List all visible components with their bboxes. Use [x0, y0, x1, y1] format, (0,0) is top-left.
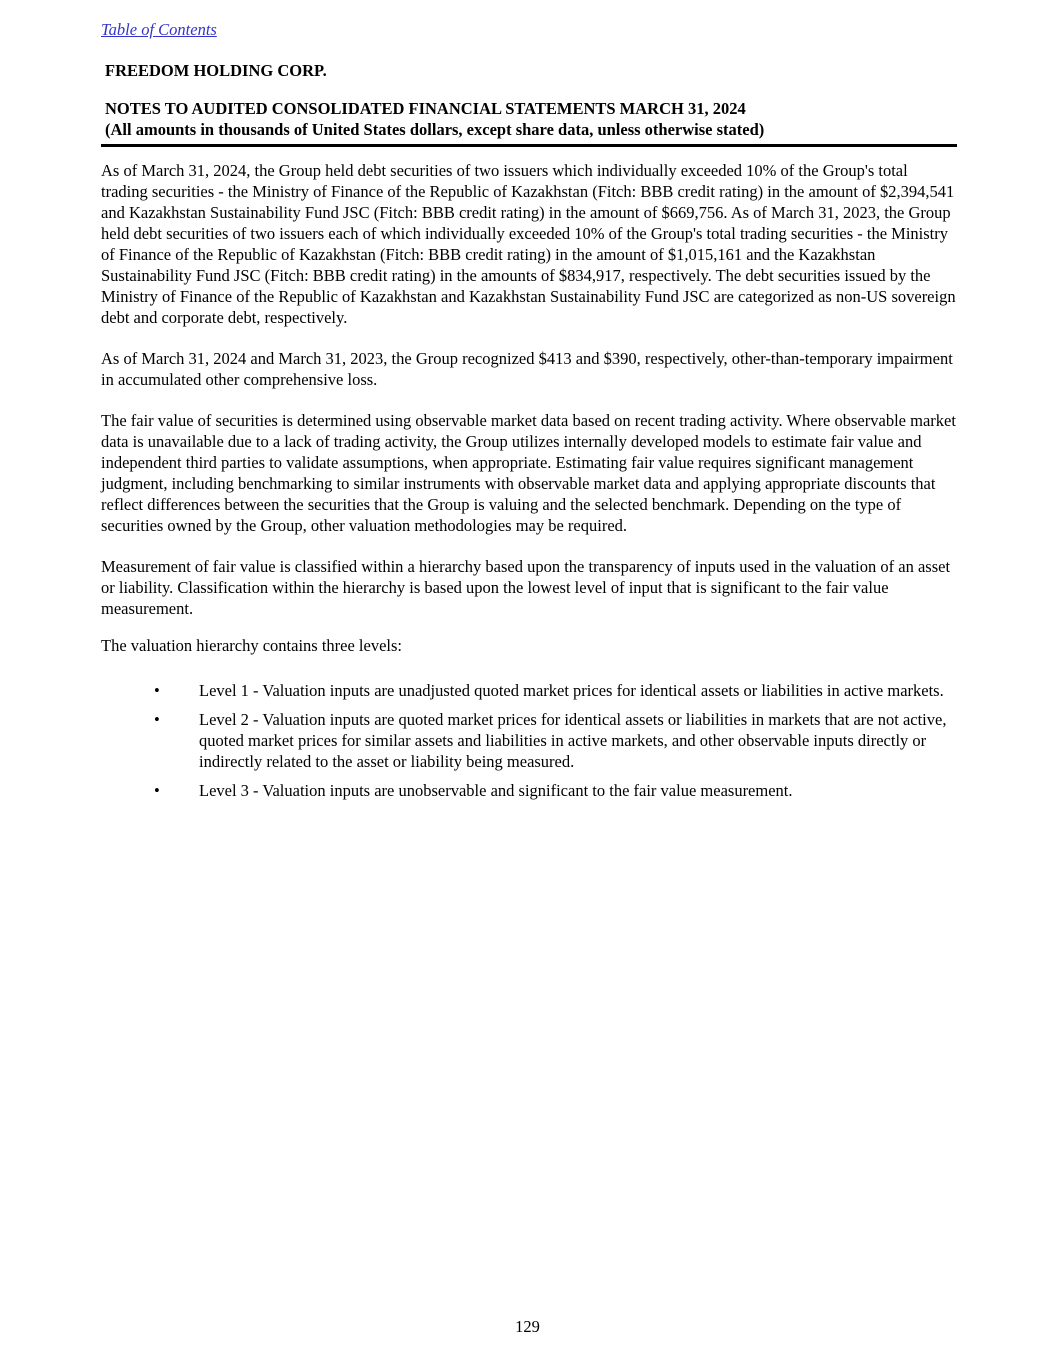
- table-of-contents-link[interactable]: Table of Contents: [101, 20, 217, 39]
- paragraph-levels-intro: The valuation hierarchy contains three levels:: [101, 636, 403, 655]
- page-number: 129: [515, 1317, 540, 1336]
- company-name: FREEDOM HOLDING CORP.: [105, 61, 327, 80]
- list-item-level-3: [101, 780, 957, 801]
- paragraph-fair-value-determination: The fair value of securities is determined using observable market data based on recent trading activity. Where observable market data is unavailable due to a lack of trading activity, the Group utilizes internally developed models to estimate fair value and independent third parties to validate assumptions, when appropriate. Estimating fair value requires significant management judgment, including benchmarking to similar instruments with observable market data and applying appropriate discounts that reflect differences between the securities that the Group is valuing and the selected benchmark. Depending on the type of securities owned by the Group, other valuation methodologies may be required.: [101, 411, 956, 535]
- list-item-text: Level 1 - Valuation inputs are unadjusted quoted market prices for identical assets or liabilities in active markets.: [199, 681, 944, 700]
- list-item-level-2: [101, 709, 957, 772]
- document-subtitle: (All amounts in thousands of United States dollars, except share data, unless otherwise stated): [105, 120, 765, 139]
- valuation-levels-list: [101, 680, 957, 801]
- document-title-block: [101, 98, 957, 147]
- paragraph-impairment: As of March 31, 2024 and March 31, 2023, the Group recognized $413 and $390, respectively, other-than-temporary impairment in accumulated other comprehensive loss.: [101, 349, 953, 389]
- paragraph-hierarchy-measurement: Measurement of fair value is classified within a hierarchy based upon the transparency of inputs used in the valuation of an asset or liability. Classification within the hierarchy is based upon the lowest level of input that is significant to the fair value measurement.: [101, 557, 951, 618]
- list-item-text: Level 2 - Valuation inputs are quoted market prices for identical assets or liabilities in markets that are not active, quoted market prices for similar assets and liabilities in active markets, and other observable inputs directly or indirectly related to the asset or liability being measured.: [199, 710, 947, 771]
- list-item-level-1: [101, 680, 957, 701]
- bullet-icon: •: [154, 681, 160, 700]
- paragraph-debt-securities: As of March 31, 2024, the Group held debt securities of two issuers which individually exceeded 10% of the Group's total trading securities - the Ministry of Finance of the Republic of Kazakhstan (Fitch: BBB credit rating) in the amount of $2,394,541 and Kazakhstan Sustainability Fund JSC (Fitch: BBB credit rating) in the amount of $669,756. As of March 31, 2023, the Group held debt securities of two issuers each of which individually exceeded 10% of the Group's total trading securities - the Ministry of Finance of the Republic of Kazakhstan (Fitch: BBB credit rating) in the amount of $1,015,161 and the Kazakhstan Sustainability Fund JSC (Fitch: BBB credit rating) in the amounts of $834,917, respectively. The debt securities issued by the Ministry of Finance of the Republic of Kazakhstan and Kazakhstan Sustainability Fund JSC are categorized as non-US sovereign debt and corporate debt, respectively.: [101, 161, 956, 327]
- document-content: [101, 0, 957, 809]
- list-item-text: Level 3 - Valuation inputs are unobservable and significant to the fair value measurement.: [199, 781, 793, 800]
- document-title: NOTES TO AUDITED CONSOLIDATED FINANCIAL STATEMENTS MARCH 31, 2024: [105, 99, 746, 118]
- bullet-icon: •: [154, 781, 160, 800]
- bullet-icon: •: [154, 710, 160, 729]
